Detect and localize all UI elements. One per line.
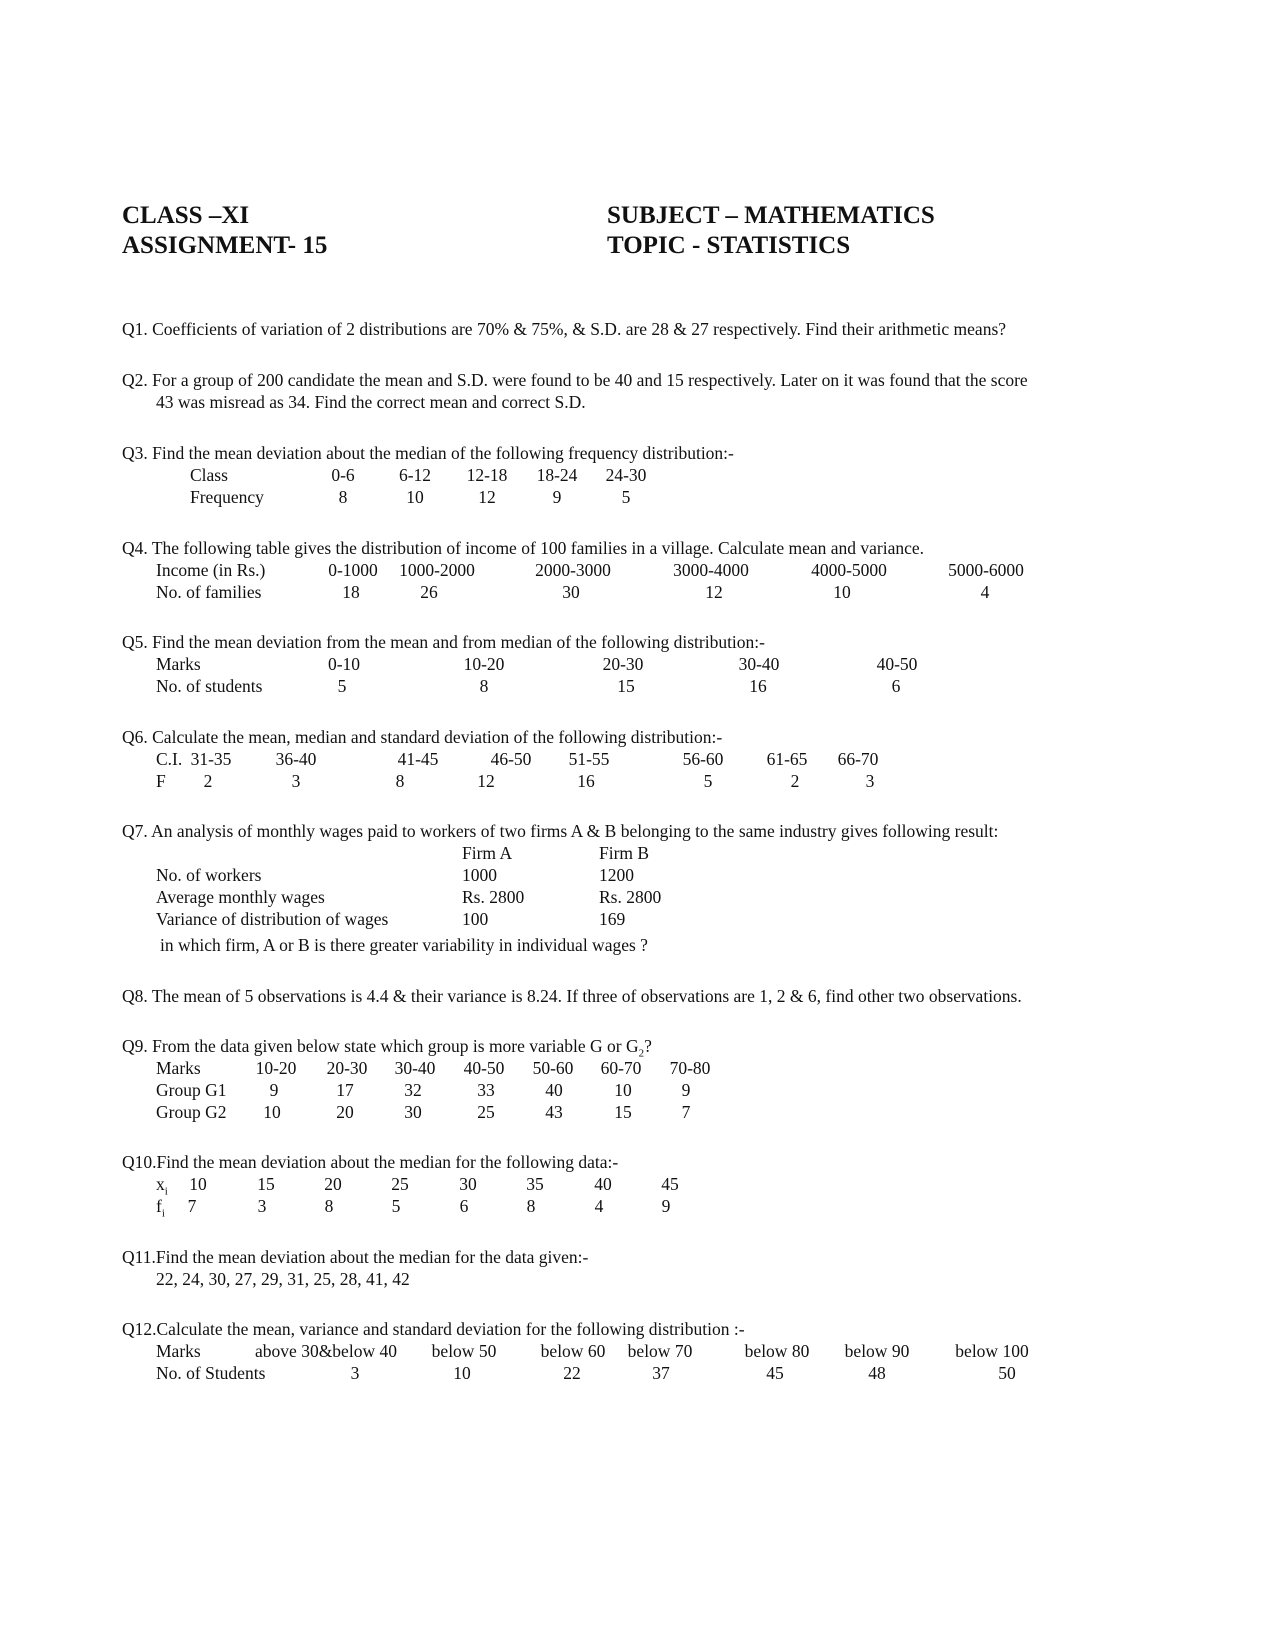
question-8: Q8. The mean of 5 observations is 4.4 & their variance is 8.24. If three of observations are 1, 2 & 6, find other two observations. [122, 986, 1022, 1006]
q9-group-g1-cell: 40 [545, 1080, 563, 1100]
q9-marks-cell: 70-80 [669, 1058, 711, 1078]
q3-frequency-cell: 9 [552, 487, 562, 507]
q7-row-label: Variance of distribution of wages [156, 909, 389, 929]
q9-group-g2-cell: 15 [614, 1102, 632, 1122]
q6-ci-cell: 46-50 [490, 749, 532, 769]
q7-firm-b-cell: 169 [599, 909, 626, 929]
q10-xi-letter: x [156, 1174, 165, 1194]
q4-families-cell: 18 [342, 582, 360, 602]
q12-marks-cell: below 70 [627, 1341, 693, 1361]
question-9-subscript: 2 [638, 1047, 645, 1060]
q6-ci-label: C.I. [156, 749, 183, 769]
q12-marks-cell: below 90 [844, 1341, 910, 1361]
question-7: Q7. An analysis of monthly wages paid to workers of two firms A & B belonging to the same industry gives following result: [122, 821, 999, 841]
q12-marks-label: Marks [156, 1341, 201, 1361]
q6-ci-cell: 31-35 [190, 749, 232, 769]
q9-group-g2-cell: 25 [477, 1102, 495, 1122]
q7-firm-a-cell: 1000 [462, 865, 497, 885]
q6-f-cell: 3 [291, 771, 301, 791]
q5-marks-cell: 40-50 [876, 654, 918, 674]
q10-fi-cell: 9 [661, 1196, 671, 1216]
q12-students-cell: 48 [868, 1363, 886, 1383]
q9-group-g1-cell: 9 [269, 1080, 279, 1100]
q10-fi-cell: 6 [459, 1196, 469, 1216]
q5-marks-cell: 10-20 [463, 654, 505, 674]
q10-xi-cell: 45 [661, 1174, 679, 1194]
q4-families-label: No. of families [156, 582, 262, 602]
q4-income-cell: 2000-3000 [535, 560, 611, 580]
q7-firm-a-cell: Rs. 2800 [462, 887, 525, 907]
question-2-line-1: Q2. For a group of 200 candidate the mean and S.D. were found to be 40 and 15 respectively. Later on it was found that the score [122, 370, 1028, 390]
q9-group-g1-cell: 32 [404, 1080, 422, 1100]
q7-row-label: No. of workers [156, 865, 262, 885]
q10-fi-cell: 5 [391, 1196, 401, 1216]
q12-marks-cell: above 30&below 40 [255, 1341, 397, 1361]
q10-fi-subscript: i [161, 1207, 165, 1220]
q9-group-g1-cell: 17 [336, 1080, 354, 1100]
question-2-line-2: 43 was misread as 34. Find the correct mean and correct S.D. [156, 392, 586, 412]
q12-marks-cell: below 100 [955, 1341, 1029, 1361]
q9-marks-cell: 50-60 [532, 1058, 574, 1078]
q12-students-cell: 3 [350, 1363, 360, 1383]
q6-ci-cell: 56-60 [682, 749, 724, 769]
q6-f-cell: 8 [395, 771, 405, 791]
subject-title: SUBJECT – MATHEMATICS [607, 202, 935, 229]
q7-firm-a-header: Firm A [462, 843, 513, 863]
question-9-mark: ? [644, 1036, 652, 1056]
q12-marks-cell: below 50 [431, 1341, 497, 1361]
q3-class-cell: 18-24 [536, 465, 578, 485]
q9-group-g2-cell: 43 [545, 1102, 563, 1122]
q6-ci-cell: 66-70 [837, 749, 879, 769]
q5-students-cell: 15 [617, 676, 635, 696]
q6-f-cell: 3 [865, 771, 875, 791]
q9-group-g2-cell: 10 [263, 1102, 281, 1122]
q10-xi-cell: 40 [594, 1174, 612, 1194]
q10-xi-cell: 30 [459, 1174, 477, 1194]
q10-xi-cell: 15 [257, 1174, 275, 1194]
q9-marks-cell: 60-70 [600, 1058, 642, 1078]
q5-students-cell: 6 [891, 676, 901, 696]
q3-frequency-cell: 8 [338, 487, 348, 507]
q12-students-cell: 37 [652, 1363, 670, 1383]
q3-class-cell: 24-30 [605, 465, 647, 485]
q7-row-label: Average monthly wages [156, 887, 325, 907]
q7-firm-b-cell: Rs. 2800 [599, 887, 662, 907]
question-12: Q12.Calculate the mean, variance and standard deviation for the following distribution :- [122, 1319, 745, 1339]
topic-title: TOPIC - STATISTICS [607, 232, 851, 259]
q12-students-cell: 10 [453, 1363, 471, 1383]
q4-income-label: Income (in Rs.) [156, 560, 266, 580]
q6-ci-cell: 41-45 [397, 749, 439, 769]
question-6: Q6. Calculate the mean, median and standard deviation of the following distribution:- [122, 727, 723, 747]
q6-ci-cell: 51-55 [568, 749, 610, 769]
q6-ci-cell: 61-65 [766, 749, 808, 769]
q3-frequency-cell: 12 [478, 487, 496, 507]
q5-students-cell: 8 [479, 676, 489, 696]
q12-students-label: No. of Students [156, 1363, 266, 1383]
q3-frequency-cell: 5 [621, 487, 631, 507]
q12-students-cell: 45 [766, 1363, 784, 1383]
q9-group-g2-cell: 30 [404, 1102, 422, 1122]
q7-firm-b-cell: 1200 [599, 865, 634, 885]
q4-families-cell: 10 [833, 582, 851, 602]
q3-class-cell: 12-18 [466, 465, 508, 485]
q3-class-cell: 0-6 [331, 465, 355, 485]
q11-data-list: 22, 24, 30, 27, 29, 31, 25, 28, 41, 42 [156, 1269, 410, 1289]
q9-marks-cell: 20-30 [326, 1058, 368, 1078]
q4-income-cell: 3000-4000 [673, 560, 749, 580]
q10-fi-label [156, 1195, 165, 1225]
q7-firm-a-cell: 100 [462, 909, 489, 929]
q10-fi-cell: 4 [594, 1196, 604, 1216]
question-7-followup: in which firm, A or B is there greater variability in individual wages ? [160, 935, 648, 955]
q10-fi-cell: 8 [526, 1196, 536, 1216]
q4-income-cell: 1000-2000 [399, 560, 475, 580]
q12-marks-cell: below 80 [744, 1341, 810, 1361]
q10-xi-cell: 35 [526, 1174, 544, 1194]
q10-xi-cell: 25 [391, 1174, 409, 1194]
q3-class-label: Class [190, 465, 228, 485]
q9-marks-cell: 40-50 [463, 1058, 505, 1078]
question-10: Q10.Find the mean deviation about the median for the following data:- [122, 1152, 619, 1172]
q9-group-g2-cell: 7 [681, 1102, 691, 1122]
q4-families-cell: 12 [705, 582, 723, 602]
q9-group-g1-cell: 9 [681, 1080, 691, 1100]
q6-f-cell: 5 [703, 771, 713, 791]
q6-f-cell: 2 [790, 771, 800, 791]
question-5: Q5. Find the mean deviation from the mean and from median of the following distribution:- [122, 632, 765, 652]
class-title: CLASS –XI [122, 202, 250, 229]
q9-marks-label: Marks [156, 1058, 201, 1078]
q3-class-cell: 6-12 [398, 465, 432, 485]
q10-fi-cell: 3 [257, 1196, 267, 1216]
question-4: Q4. The following table gives the distribution of income of 100 families in a village. Calculate mean and variance. [122, 538, 925, 558]
q4-families-cell: 4 [980, 582, 990, 602]
q10-fi-cell: 7 [187, 1196, 197, 1216]
q5-marks-cell: 0-10 [327, 654, 361, 674]
q10-xi-cell: 20 [324, 1174, 342, 1194]
q9-group-g2-cell: 20 [336, 1102, 354, 1122]
q5-marks-cell: 20-30 [602, 654, 644, 674]
q7-firm-b-header: Firm B [599, 843, 650, 863]
q4-income-cell: 5000-6000 [948, 560, 1024, 580]
q5-students-label: No. of students [156, 676, 263, 696]
q9-group-g1-cell: 33 [477, 1080, 495, 1100]
q12-students-cell: 50 [998, 1363, 1016, 1383]
question-1: Q1. Coefficients of variation of 2 distributions are 70% & 75%, & S.D. are 28 & 27 respectively. Find their arithmetic means? [122, 319, 1007, 339]
q6-f-cell: 12 [477, 771, 495, 791]
q10-xi-cell: 10 [189, 1174, 207, 1194]
q9-group-g2-label: Group G2 [156, 1102, 227, 1122]
q4-families-cell: 26 [420, 582, 438, 602]
q5-students-cell: 5 [337, 676, 347, 696]
q3-frequency-label: Frequency [190, 487, 264, 507]
assignment-title: ASSIGNMENT- 15 [122, 232, 328, 259]
q9-group-g1-label: Group G1 [156, 1080, 227, 1100]
q10-fi-cell: 8 [324, 1196, 334, 1216]
q5-students-cell: 16 [749, 676, 767, 696]
q10-fi-letter: f [156, 1196, 162, 1216]
q6-ci-cell: 36-40 [275, 749, 317, 769]
q5-marks-cell: 30-40 [738, 654, 780, 674]
q4-families-cell: 30 [562, 582, 580, 602]
q12-marks-cell: below 60 [540, 1341, 606, 1361]
q9-marks-cell: 30-40 [394, 1058, 436, 1078]
q6-f-cell: 16 [577, 771, 595, 791]
q3-frequency-cell: 10 [406, 487, 424, 507]
q4-income-cell: 0-1000 [328, 560, 378, 580]
q4-income-cell: 4000-5000 [811, 560, 887, 580]
question-3: Q3. Find the mean deviation about the median of the following frequency distribution:- [122, 443, 734, 463]
q6-f-label: F [156, 771, 166, 791]
q10-xi-subscript: i [164, 1185, 168, 1198]
q9-marks-cell: 10-20 [255, 1058, 297, 1078]
q6-f-cell: 2 [203, 771, 213, 791]
q12-students-cell: 22 [563, 1363, 581, 1383]
question-9-text: Q9. From the data given below state which group is more variable G or G [122, 1036, 639, 1056]
q5-marks-label: Marks [156, 654, 201, 674]
q9-group-g1-cell: 10 [614, 1080, 632, 1100]
question-11: Q11.Find the mean deviation about the median for the data given:- [122, 1247, 589, 1267]
